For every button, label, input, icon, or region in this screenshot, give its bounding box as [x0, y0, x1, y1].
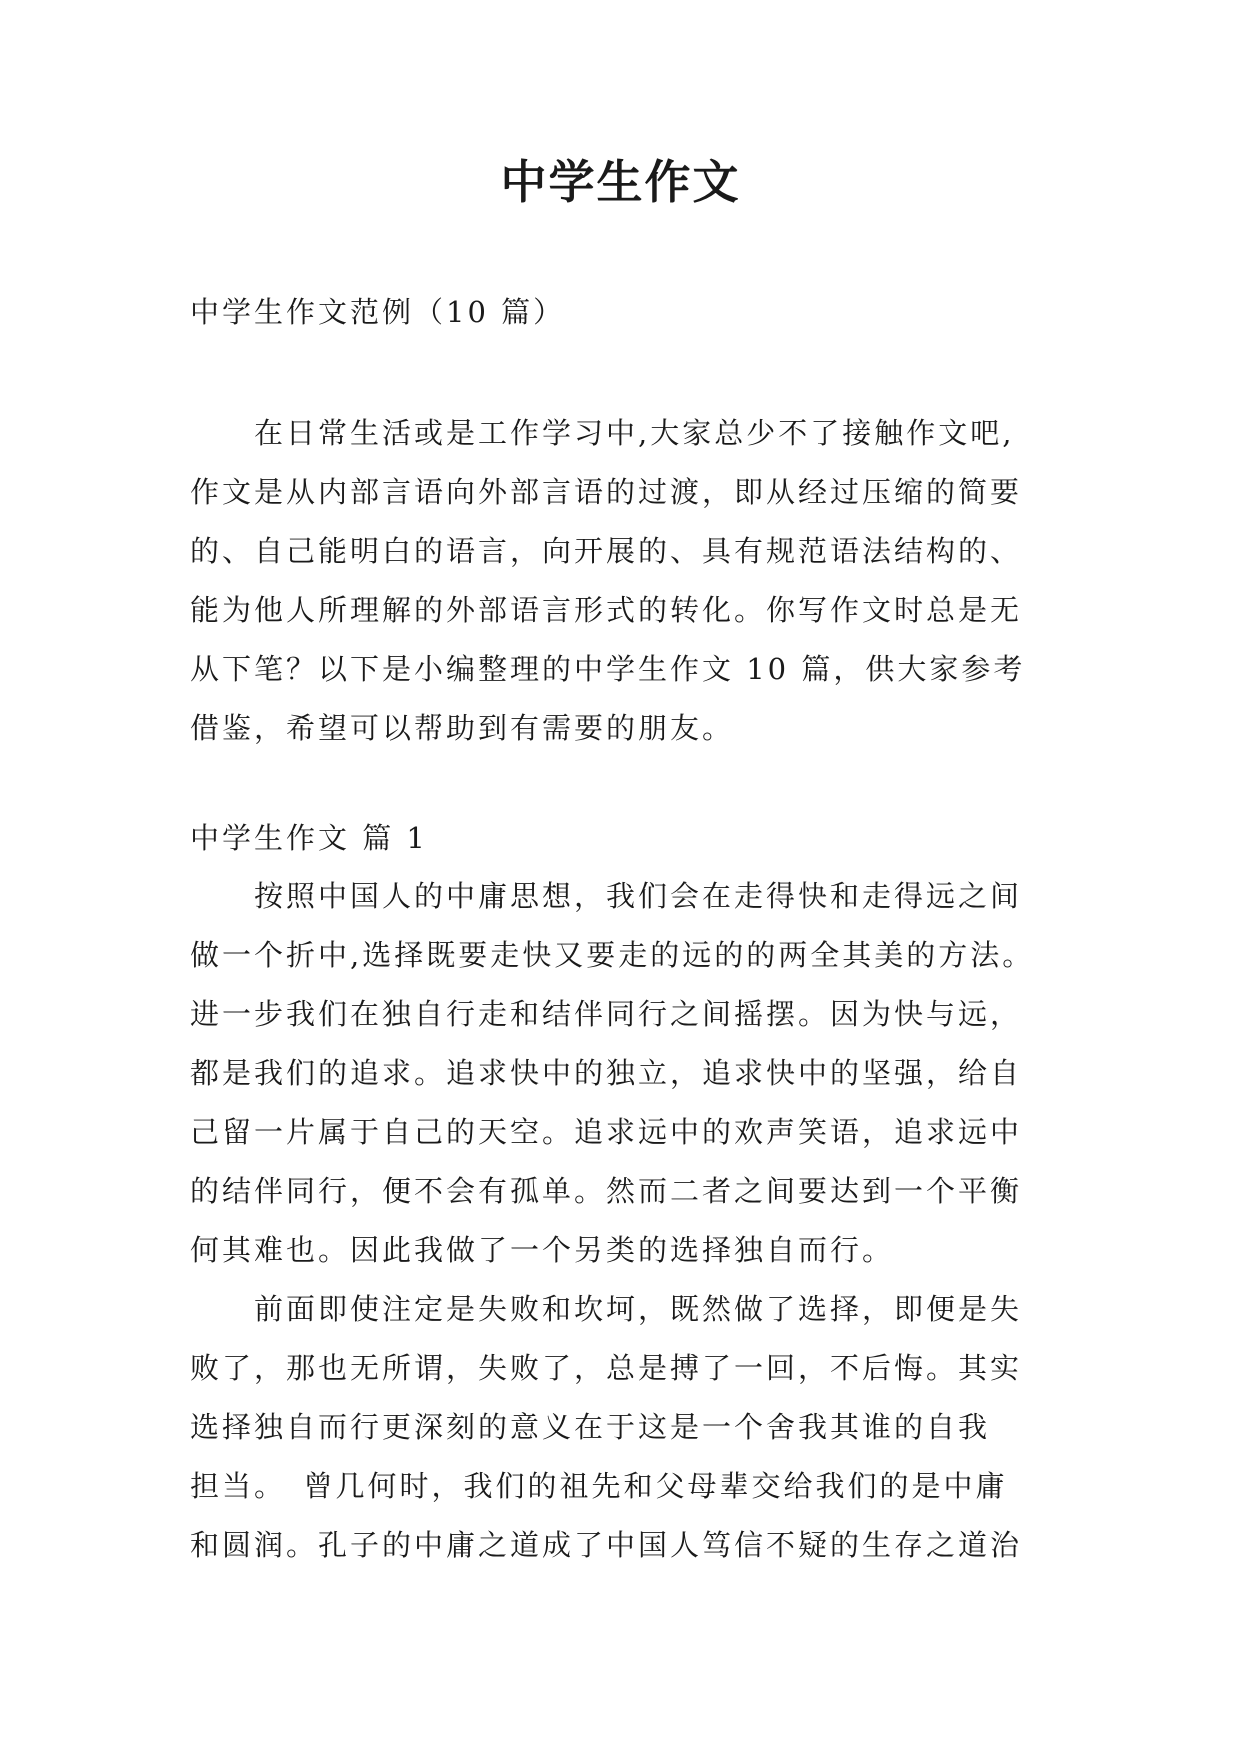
- body-line: 何其难也。因此我做了一个另类的选择独自而行。: [190, 1233, 895, 1267]
- body-line: 的结伴同行，便不会有孤单。然而二者之间要达到一个平衡: [190, 1174, 1023, 1208]
- intro-line: 在日常生活或是工作学习中,大家总少不了接触作文吧,: [190, 416, 1015, 450]
- body-line: 和圆润。孔子的中庸之道成了中国人笃信不疑的生存之道治: [190, 1528, 1023, 1562]
- body-line: 都是我们的追求。追求快中的独立，追求快中的坚强，给自: [190, 1056, 1023, 1090]
- document-title: 中学生作文: [500, 155, 741, 209]
- essay-body: [190, 867, 1060, 1575]
- intro-line: 的、自己能明白的语言，向开展的、具有规范语法结构的、: [190, 534, 1023, 568]
- body-line: 前面即使注定是失败和坎坷，既然做了选择，即便是失: [190, 1292, 1023, 1326]
- intro-line: 从下笔？以下是小编整理的中学生作文 10 篇，供大家参考: [190, 652, 1026, 686]
- body-line: 按照中国人的中庸思想，我们会在走得快和走得远之间: [190, 879, 1023, 913]
- body-line: 进一步我们在独自行走和结伴同行之间摇摆。因为快与远，: [190, 997, 1023, 1031]
- document-subtitle: 中学生作文范例（10 篇）: [190, 295, 566, 329]
- body-line: 做一个折中,选择既要走快又要走的远的的两全其美的方法。: [190, 938, 1035, 972]
- intro-line: 能为他人所理解的外部语言形式的转化。你写作文时总是无: [190, 593, 1023, 627]
- body-line: 败了，那也无所谓，失败了，总是搏了一回，不后悔。其实: [190, 1351, 1023, 1385]
- section-heading: 中学生作文 篇 1: [190, 821, 428, 855]
- body-line: 己留一片属于自己的天空。追求远中的欢声笑语，追求远中: [190, 1115, 1023, 1149]
- intro-line: 作文是从内部言语向外部言语的过渡，即从经过压缩的简要: [190, 475, 1023, 509]
- body-line: 选择独自而行更深刻的意义在于这是一个舍我其谁的自我: [190, 1410, 991, 1444]
- intro-paragraph: [190, 404, 1060, 758]
- intro-line: 借鉴，希望可以帮助到有需要的朋友。: [190, 711, 735, 745]
- body-line: 担当。 曾几何时，我们的祖先和父母辈交给我们的是中庸: [190, 1469, 1008, 1503]
